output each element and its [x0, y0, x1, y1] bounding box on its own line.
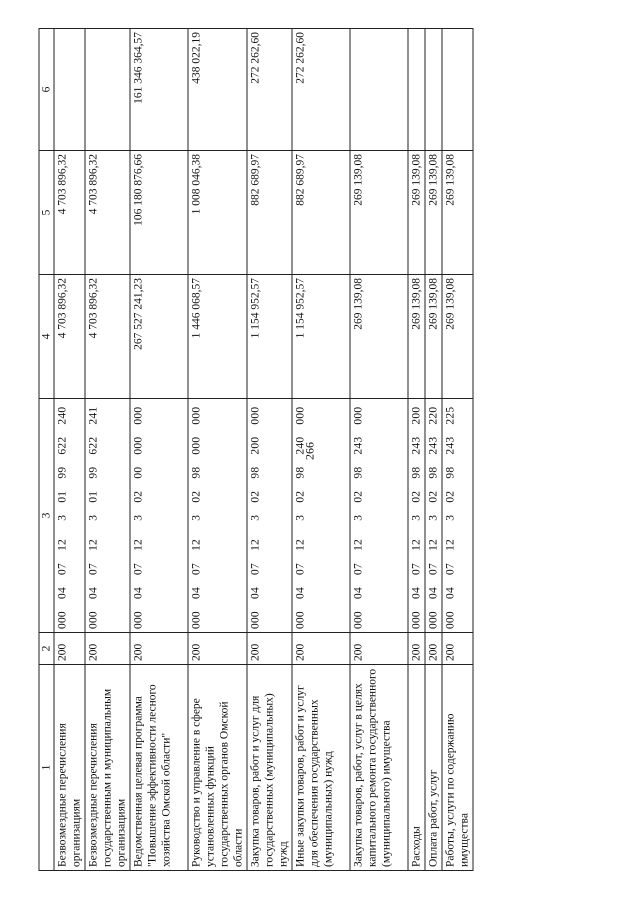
row-unexecuted-cell: 272 262,60: [292, 29, 350, 151]
row-name-cell: Безвозмездные перечисления организациям: [54, 665, 85, 871]
row-executed-cell: 4 703 896,32: [85, 151, 130, 275]
row-budget-code-cell: 000 04 07 12 3 02 98 240 000: [292, 399, 350, 633]
table-row: [350, 29, 408, 871]
row-unexecuted-cell: 438 022,19: [188, 29, 247, 151]
row-line-code-cell: 200: [188, 633, 247, 665]
row-plan-cell: 1 154 952,57: [292, 275, 350, 399]
row-line-code-cell: 200: [442, 633, 473, 665]
row-executed-cell: 269 139,08: [350, 151, 408, 275]
header-row: [39, 29, 54, 871]
row-plan-cell: 269 139,08: [442, 275, 473, 399]
row-line-code-cell: 200: [425, 633, 442, 665]
row-executed-cell: 269 139,08: [408, 151, 425, 275]
row-unexecuted-cell: [54, 29, 85, 151]
row-budget-code-cell: 000 04 07 12 3 02 98 243 000: [350, 399, 408, 633]
column-header: 2: [39, 633, 54, 665]
budget-table-rotated: [39, 29, 602, 871]
table-row: [247, 29, 292, 871]
table-row: [408, 29, 425, 871]
row-budget-code-cell: 000 04 07 12 3 01 99 622 241: [85, 399, 130, 633]
row-line-code-cell: 200: [85, 633, 130, 665]
row-name-cell: Руководство и управление в сфере установленных функций государственных органов Омской области: [188, 665, 247, 871]
row-plan-cell: 269 139,08: [350, 275, 408, 399]
row-plan-cell: 1 154 952,57: [247, 275, 292, 399]
row-name-cell: Безвозмездные перечисления государственным и муниципальным организациям: [85, 665, 130, 871]
row-name-cell: Работы, услуги по содержанию имущества: [442, 665, 473, 871]
row-budget-code-cell: 000 04 07 12 3 02 00 000 000: [130, 399, 188, 633]
table-row: [130, 29, 188, 871]
row-plan-cell: 269 139,08: [408, 275, 425, 399]
row-name-cell: Ведомственная целевая программа "Повышение эффективности лесного хозяйства Омской области": [130, 665, 188, 871]
row-executed-cell: 882 689,97: [247, 151, 292, 275]
row-unexecuted-cell: 161 346 364,57: [130, 29, 188, 151]
table-row: [188, 29, 247, 871]
row-executed-cell: 269 139,08: [442, 151, 473, 275]
table-row: [442, 29, 473, 871]
row-line-code-cell: 200: [408, 633, 425, 665]
row-name-cell: Оплата работ, услуг: [425, 665, 442, 871]
row-line-code-cell: 200: [54, 633, 85, 665]
column-header: 6: [39, 29, 54, 151]
row-budget-code-cell: 000 04 07 12 3 02 98 243 225: [442, 399, 473, 633]
row-unexecuted-cell: [85, 29, 130, 151]
row-unexecuted-cell: [442, 29, 473, 151]
row-line-code-cell: 200: [130, 633, 188, 665]
budget-table: [39, 28, 474, 871]
row-budget-code-cell: 000 04 07 12 3 02 98 243 200: [408, 399, 425, 633]
row-budget-code-cell: 000 04 07 12 3 02 98 200 000: [247, 399, 292, 633]
row-plan-cell: 269 139,08: [425, 275, 442, 399]
row-budget-code-cell: 000 04 07 12 3 01 99 622 240: [54, 399, 85, 633]
row-budget-code-cell: 000 04 07 12 3 02 98 243 220: [425, 399, 442, 633]
row-plan-cell: 1 446 068,57: [188, 275, 247, 399]
row-unexecuted-cell: [425, 29, 442, 151]
column-header: 3: [39, 399, 54, 633]
row-executed-cell: 106 180 876,66: [130, 151, 188, 275]
row-unexecuted-cell: 272 262,60: [247, 29, 292, 151]
row-line-code-cell: 200: [247, 633, 292, 665]
column-header: 1: [39, 665, 54, 871]
row-plan-cell: 267 527 241,23: [130, 275, 188, 399]
row-line-code-cell: 200: [350, 633, 408, 665]
column-header: 4: [39, 275, 54, 399]
row-executed-cell: 882 689,97: [292, 151, 350, 275]
table-row: [54, 29, 85, 871]
row-name-cell: Закупка товаров, работ и услуг для государственных (муниципальных) нужд: [247, 665, 292, 871]
row-unexecuted-cell: [350, 29, 408, 151]
table-row: [425, 29, 442, 871]
column-header: 5: [39, 151, 54, 275]
row-executed-cell: 4 703 896,32: [54, 151, 85, 275]
table-row: [85, 29, 130, 871]
row-plan-cell: 4 703 896,32: [85, 275, 130, 399]
table-row: [292, 29, 350, 871]
row-executed-cell: 1 008 046,38: [188, 151, 247, 275]
row-name-cell: Расходы: [408, 665, 425, 871]
row-line-code-cell: 200: [292, 633, 350, 665]
row-name-cell: Закупка товаров, работ, услуг в целях капитального ремонта государственного (муниципального) имущества: [350, 665, 408, 871]
row-budget-code-cell: 000 04 07 12 3 02 98 000 000: [188, 399, 247, 633]
row-plan-cell: 4 703 896,32: [54, 275, 85, 399]
page-number: 266: [302, 442, 317, 460]
row-name-cell: Иные закупки товаров, работ и услуг для обеспечения государственных (муниципальных) нужд: [292, 665, 350, 871]
row-unexecuted-cell: [408, 29, 425, 151]
row-executed-cell: 269 139,08: [425, 151, 442, 275]
